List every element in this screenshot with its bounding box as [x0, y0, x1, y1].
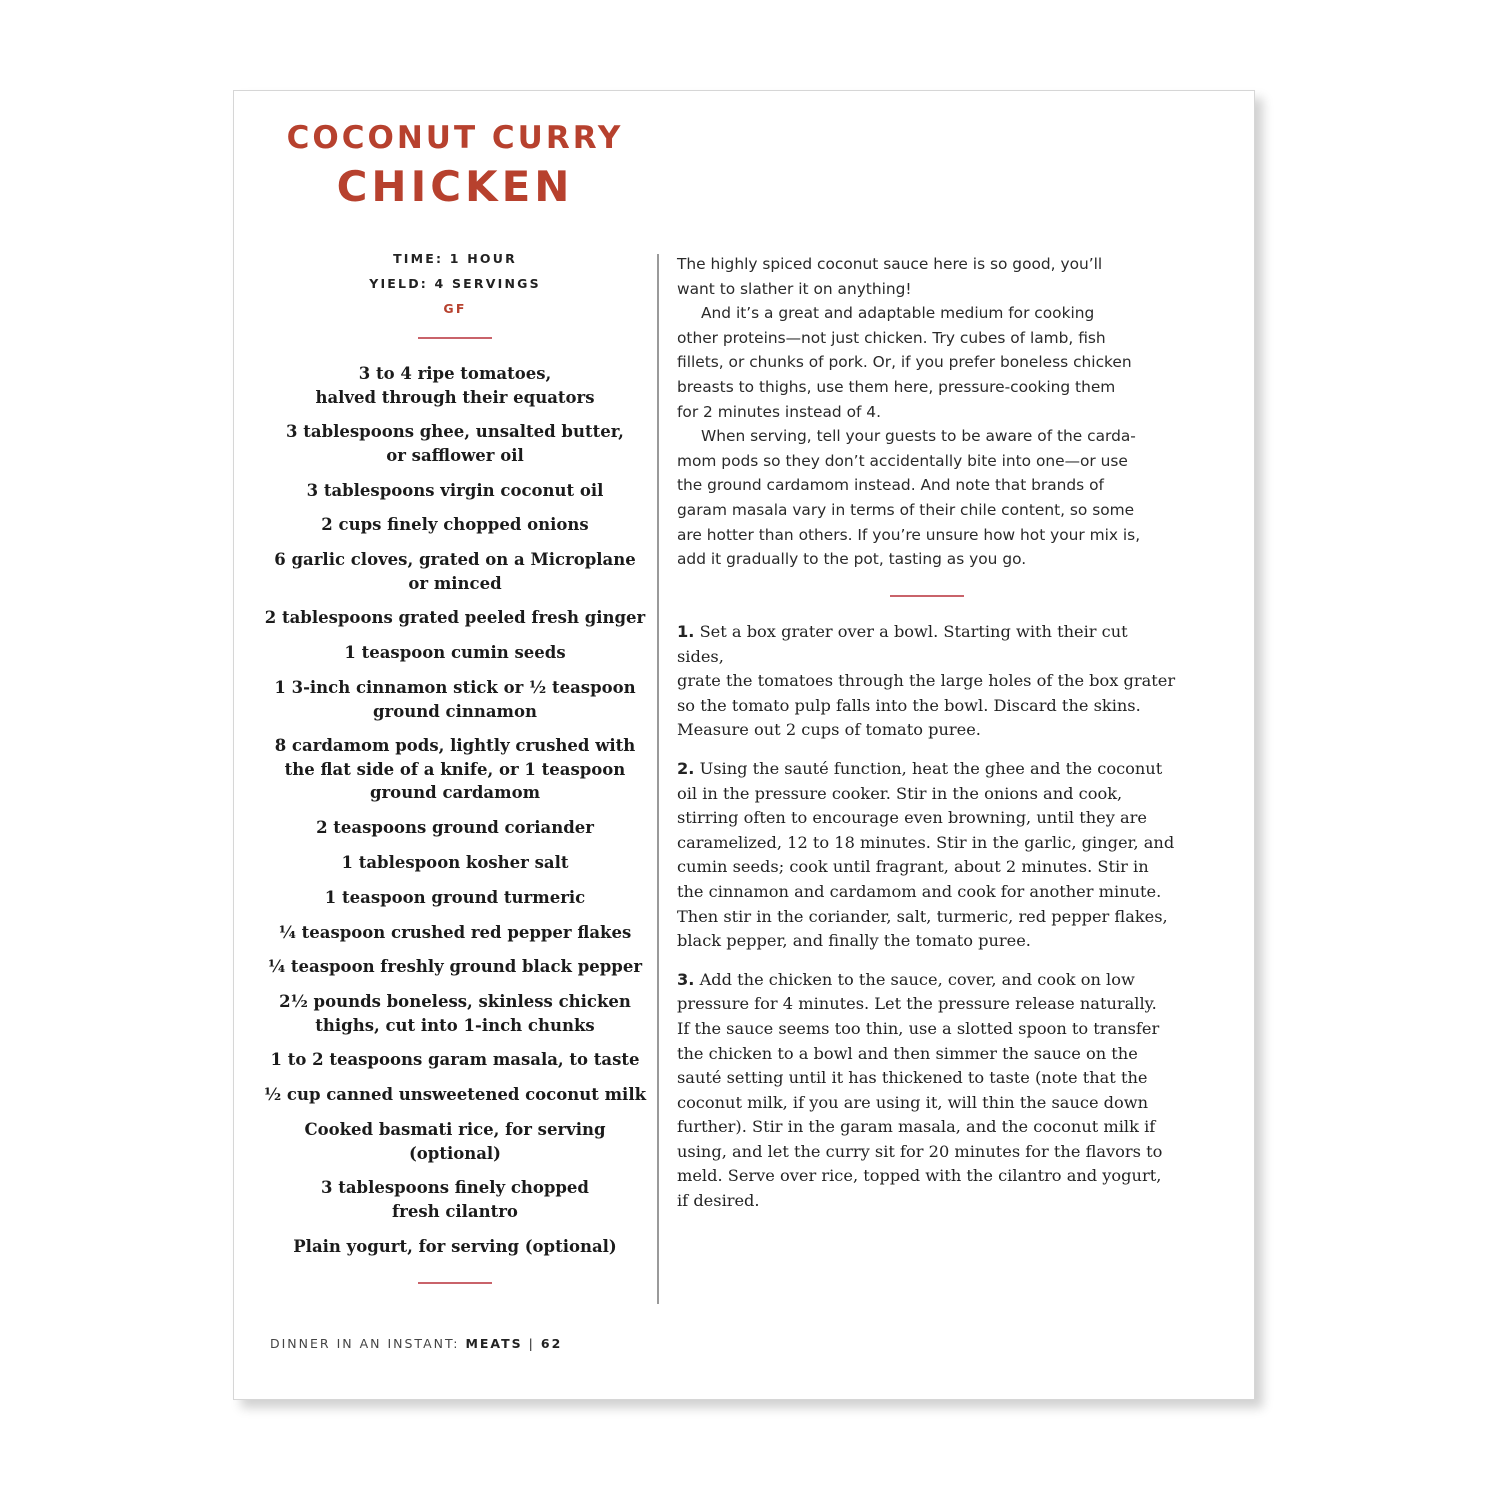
- intro-divider: [890, 595, 964, 597]
- footer-separator: |: [528, 1336, 535, 1351]
- step-number: 3.: [677, 969, 695, 989]
- ingredients-top-divider: [418, 337, 492, 339]
- page-footer: [270, 1336, 562, 1351]
- step-3: [677, 968, 1177, 1214]
- step-number: 1.: [677, 622, 695, 641]
- column-rule: [657, 254, 659, 1304]
- step-text: Using the sauté function, heat the ghee and the coconut oil in the pressure cooker. Stir in the onions and cook, stirring often to encourage even browning, until they are caramelized, 12 to 18 minutes. Stir in the garlic, ginger, and cumin seeds; cook until fragrant, about 2 minutes. Stir in the cinnamon and cardamom and cook for another minute. Then stir in the coriander, salt, turmeric, red pepper flakes, black pepper, and finally the tomato puree.: [677, 758, 1175, 951]
- footer-book-title: DINNER IN AN INSTANT:: [270, 1336, 460, 1351]
- ingredient-item: 1 teaspoon ground turmeric: [324, 887, 586, 907]
- ingredient-item: 2½ pounds boneless, skinless chicken thighs, cut into 1-inch chunks: [279, 992, 631, 1035]
- step-1: [677, 620, 1177, 743]
- intro-paragraph: And it’s a great and adaptable medium for cooking other proteins—not just chicken. Try cubes of lamb, fish fillets, or chunks of pork. Or, if you prefer boneless chicken breasts to thighs, use them here, pressure-cooking them for 2 minutes instead of 4.: [677, 304, 1132, 421]
- recipe-intro: [677, 252, 1177, 572]
- dietary-tag: GF: [443, 301, 467, 316]
- ingredient-item: 1 teaspoon cumin seeds: [344, 643, 566, 663]
- intro-paragraph: The highly spiced coconut sauce here is so good, you’ll want to slather it on anything!: [677, 255, 1103, 298]
- ingredients-bottom-divider: [418, 1282, 492, 1284]
- ingredient-item: 3 tablespoons finely chopped fresh cilantro: [321, 1178, 589, 1221]
- ingredient-item: 2 tablespoons grated peeled fresh ginger: [264, 608, 646, 628]
- ingredient-item: ½ cup canned unsweetened coconut milk: [263, 1085, 647, 1105]
- ingredient-item: ¼ teaspoon crushed red pepper flakes: [278, 922, 632, 942]
- ingredient-item: 3 tablespoons ghee, unsalted butter, or safflower oil: [286, 422, 624, 465]
- ingredient-item: ¼ teaspoon freshly ground black pepper: [267, 957, 643, 977]
- recipe-time: TIME: 1 HOUR: [393, 251, 517, 266]
- ingredient-item: 1 to 2 teaspoons garam masala, to taste: [270, 1050, 640, 1070]
- step-number: 2.: [677, 758, 695, 778]
- ingredient-item: 1 tablespoon kosher salt: [341, 852, 569, 872]
- recipe-yield: YIELD: 4 SERVINGS: [369, 276, 541, 291]
- ingredient-item: 3 tablespoons virgin coconut oil: [306, 480, 604, 500]
- step-text: Set a box grater over a bowl. Starting with their cut sides, grate the tomatoes through the large holes of the box grater so the tomato pulp falls into the bowl. Discard the skins. Measure out 2 cups of tomato puree.: [677, 622, 1176, 740]
- cookbook-page: [233, 90, 1255, 1400]
- recipe-title-line1: COCONUT CURRY: [286, 120, 624, 156]
- ingredient-list: [260, 362, 650, 1269]
- step-text: Add the chicken to the sauce, cover, and cook on low pressure for 4 minutes. Let the pressure release naturally. If the sauce seems too thin, use a slotted spoon to transfer the chicken to a bowl and then simmer the sauce on the sauté setting until it has thickened to taste (note that the coconut milk, if you are using it, will thin the sauce down further). Stir in the garam masala, and the coconut milk if using, and let the curry sit for 20 minutes for the flavors to meld. Serve over rice, topped with the cilantro and yogurt, if desired.: [677, 969, 1163, 1211]
- recipe-steps: [677, 620, 1177, 1228]
- ingredient-item: 3 to 4 ripe tomatoes, halved through their equators: [315, 364, 595, 407]
- recipe-meta: [274, 246, 636, 321]
- recipe-title: [274, 120, 636, 211]
- ingredient-item: 8 cardamom pods, lightly crushed with the flat side of a knife, or 1 teaspoon ground cardamom: [274, 736, 636, 803]
- ingredient-item: 6 garlic cloves, grated on a Microplane or minced: [274, 550, 636, 593]
- intro-paragraph: When serving, tell your guests to be aware of the carda- mom pods so they don’t accidentally bite into one—or use the ground cardamom instead. And note that brands of garam masala vary in terms of their chile content, so some are hotter than others. If you’re unsure how hot your mix is, add it gradually to the pot, tasting as you go.: [677, 427, 1141, 569]
- footer-section: MEATS: [465, 1336, 523, 1351]
- recipe-title-line2: CHICKEN: [336, 162, 574, 211]
- ingredient-item: Plain yogurt, for serving (optional): [293, 1236, 617, 1256]
- ingredient-item: 2 teaspoons ground coriander: [316, 818, 594, 838]
- ingredient-item: Cooked basmati rice, for serving (optional): [304, 1120, 606, 1163]
- ingredient-item: 1 3-inch cinnamon stick or ½ teaspoon ground cinnamon: [274, 678, 636, 721]
- ingredient-item: 2 cups finely chopped onions: [321, 515, 589, 535]
- step-2: [677, 757, 1177, 954]
- page-number: 62: [540, 1336, 563, 1351]
